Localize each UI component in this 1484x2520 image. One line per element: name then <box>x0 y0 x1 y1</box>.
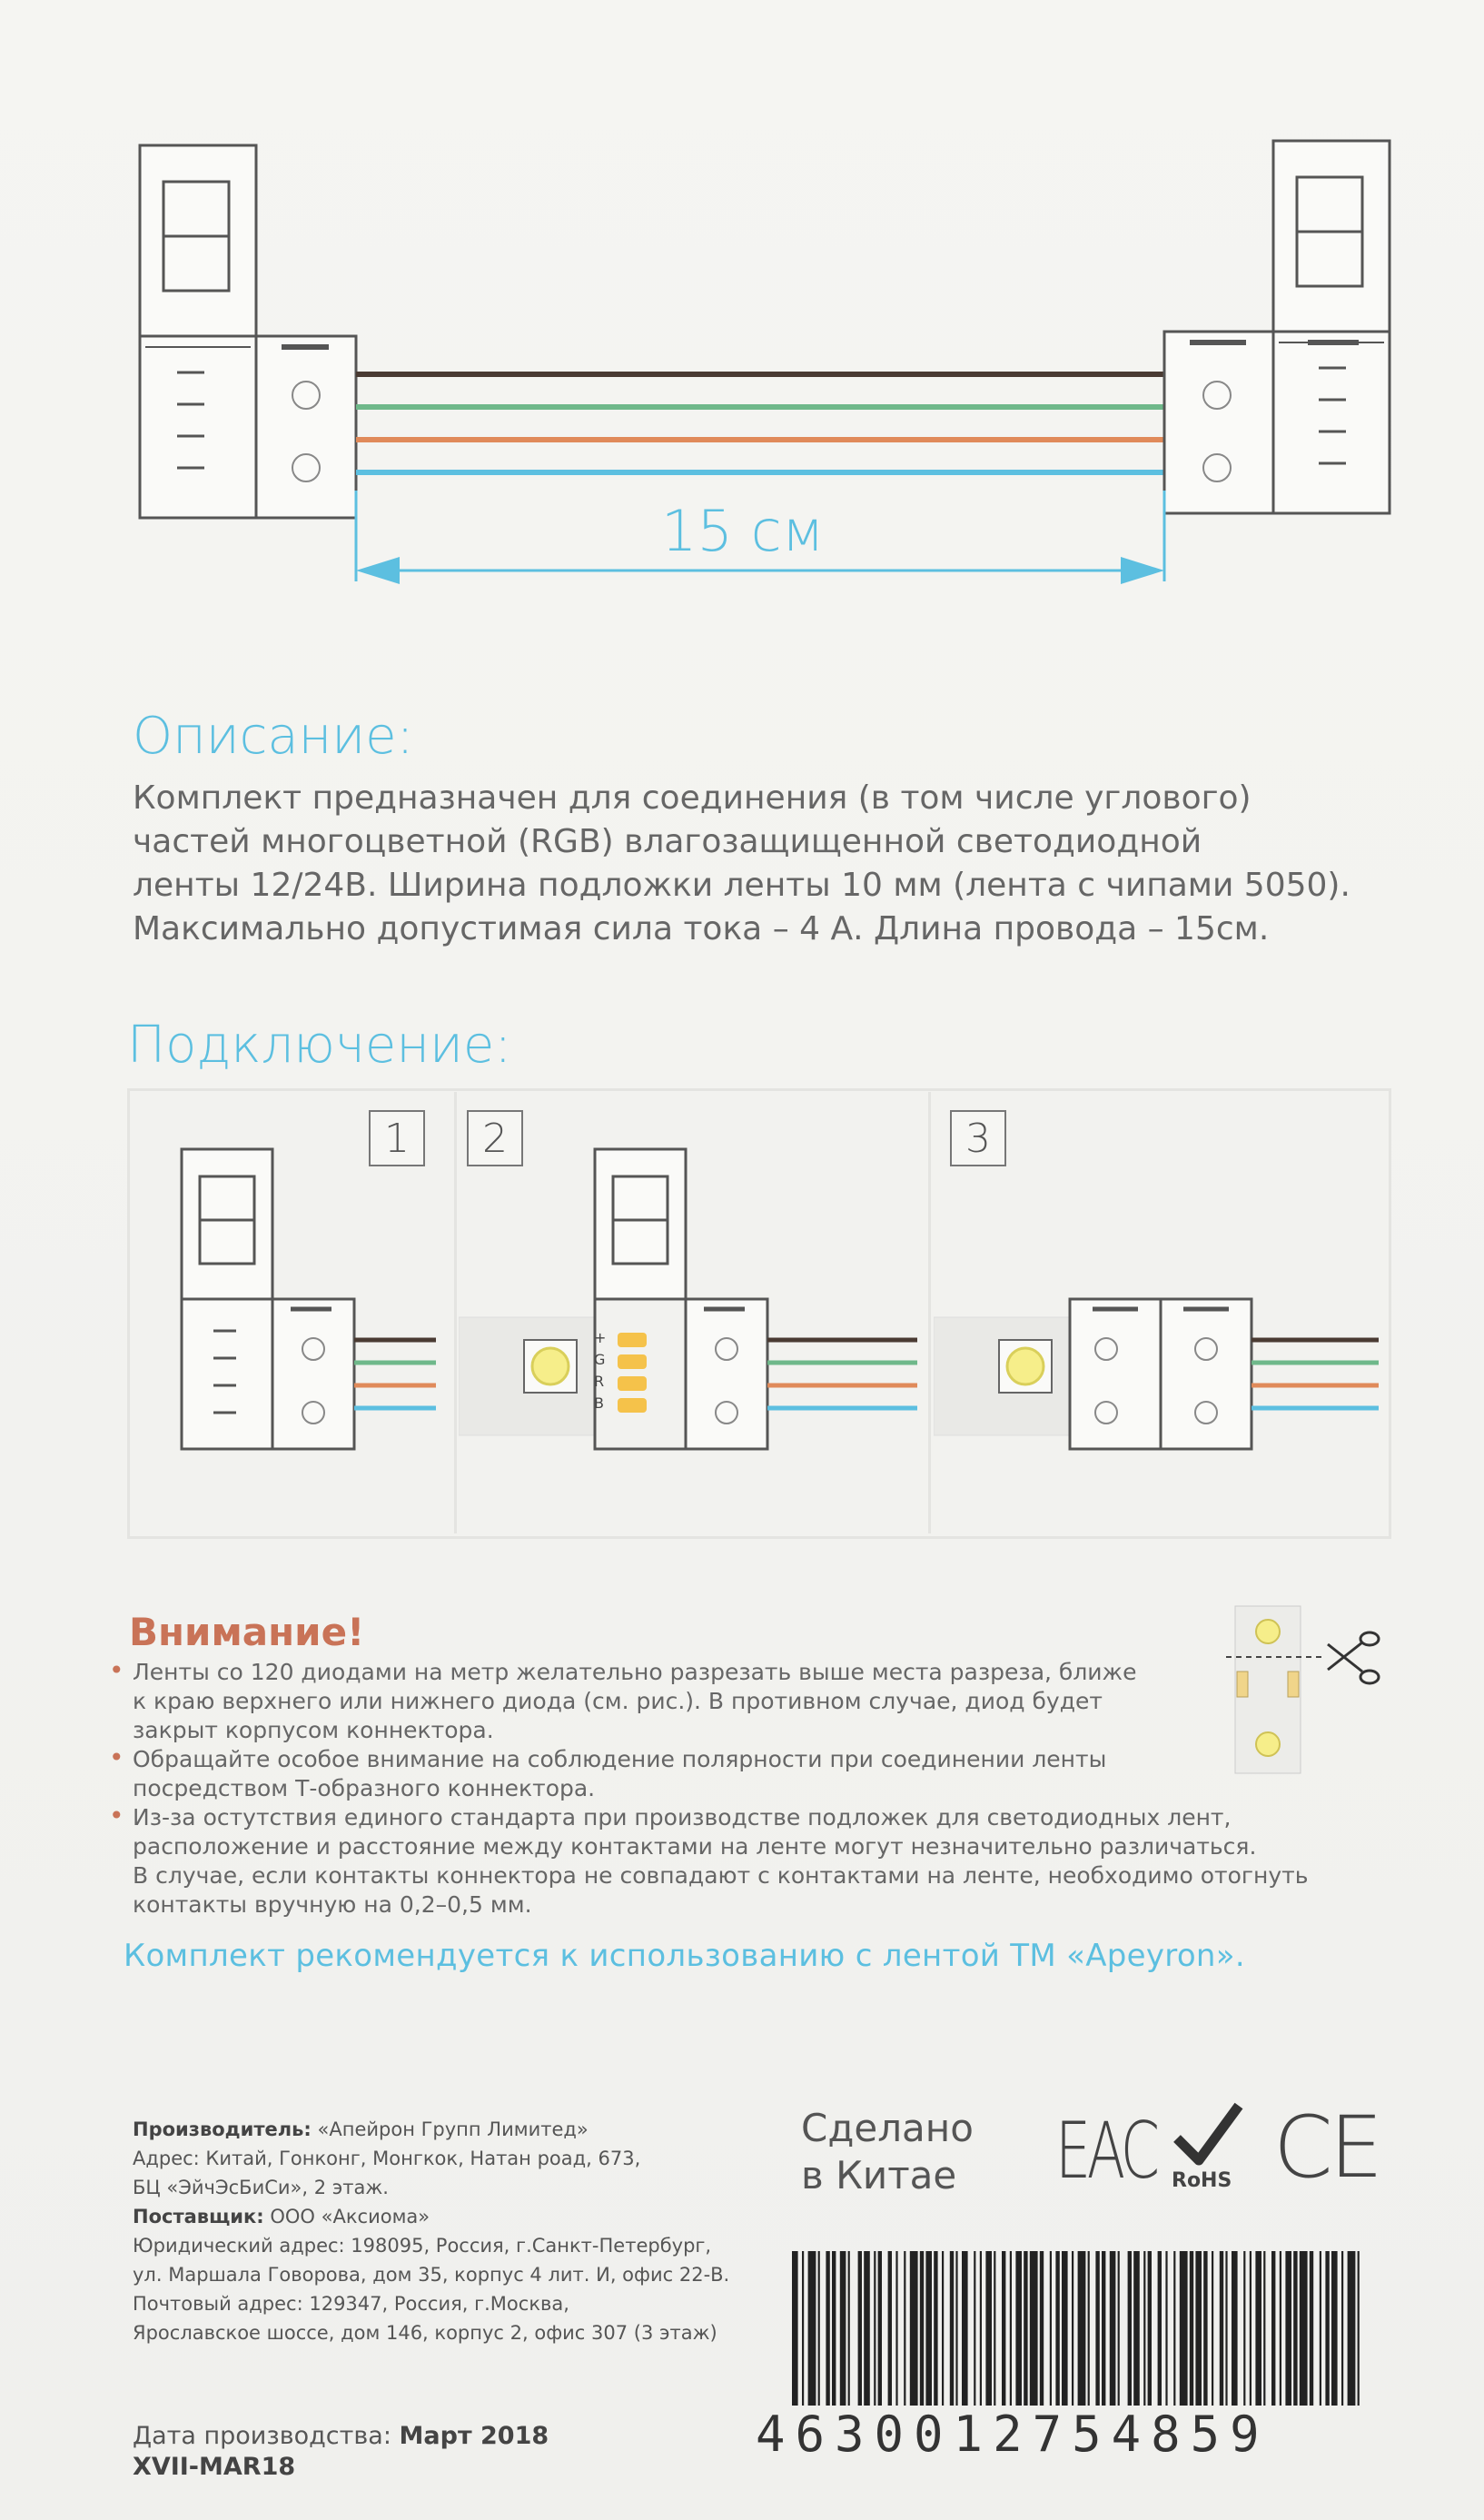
barcode-bar <box>904 2251 905 2406</box>
barcode-bar <box>1102 2251 1105 2406</box>
description-line-2: частей многоцветной (RGB) влагозащищенной светодиодной <box>133 823 1202 860</box>
checkmark-icon <box>1172 2100 1244 2168</box>
barcode-bar <box>1148 2251 1152 2406</box>
batch-code: XVII-MAR18 <box>133 2453 296 2481</box>
description-line-4: Максимально допустимая сила тока – 4 А. Длина провода – 15см. <box>133 910 1270 947</box>
left-connector <box>140 145 356 518</box>
barcode-bar <box>1250 2251 1252 2406</box>
warning-item-1-line-1: Ленты со 120 диодами на метр желательно разрезать выше места разреза, ближе <box>133 1659 1137 1685</box>
barcode-bar <box>792 2251 798 2406</box>
barcode-bar <box>1271 2251 1275 2406</box>
manufacturer-address-2: БЦ «ЭйчЭсБиСи», 2 этаж. <box>133 2177 389 2198</box>
ce-mark: CE <box>1273 2098 1380 2198</box>
production-date-line <box>133 2422 549 2450</box>
barcode-bar <box>832 2251 836 2406</box>
barcode-bar <box>1212 2251 1213 2406</box>
warning-item-3-line-1: Из-за остутствия единого стандарта при производстве подложек для светодиодных лент, <box>133 1804 1232 1830</box>
barcode-bar <box>1310 2251 1313 2406</box>
supplier-line <box>133 2206 430 2227</box>
cut-illustration <box>1226 1599 1390 1781</box>
barcode-bar <box>1300 2251 1308 2406</box>
barcode-bar <box>942 2251 944 2406</box>
barcode-bar <box>848 2251 850 2406</box>
manufacturer-name: «Апейрон Групп Лимитед» <box>317 2118 589 2140</box>
warning-bullet: • <box>109 1801 124 1830</box>
warning-item-1-line-3: закрыт корпусом коннектора. <box>133 1717 494 1743</box>
barcode-bar <box>1180 2251 1188 2406</box>
description-heading: Описание: <box>133 707 414 766</box>
warning-item-2-line-1: Обращайте особое внимание на соблюдение полярности при соединении ленты <box>133 1746 1107 1772</box>
step-number-2: 2 <box>467 1110 523 1166</box>
barcode-bar <box>1255 2251 1261 2406</box>
barcode-bar <box>925 2251 932 2406</box>
barcode-bar <box>1195 2251 1202 2406</box>
barcode-bar <box>1190 2251 1193 2406</box>
connection-heading: Подключение: <box>127 1016 512 1075</box>
supplier-address-3: Почтовый адрес: 129347, Россия, г.Москва, <box>133 2293 569 2315</box>
barcode-bar <box>1158 2251 1162 2406</box>
warning-item-2-line-2: посредством Т-образного коннектора. <box>133 1775 596 1801</box>
barcode-bar <box>1015 2251 1022 2406</box>
made-in-line-1: Сделано <box>801 2106 974 2150</box>
barcode-bar <box>1110 2251 1116 2406</box>
production-date: Март 2018 <box>399 2422 549 2450</box>
barcode-bar <box>808 2251 816 2406</box>
right-connector <box>1164 141 1390 513</box>
barcode-bar <box>1203 2251 1207 2406</box>
supplier-address-1: Юридический адрес: 198095, Россия, г.Санкт-Петербург, <box>133 2235 712 2257</box>
panel-divider <box>928 1092 931 1533</box>
barcode-bar <box>910 2251 918 2406</box>
supplier-address-2: ул. Маршала Говорова, дом 35, корпус 4 лит. И, офис 22-В. <box>133 2264 730 2286</box>
barcode-bar <box>1010 2251 1012 2406</box>
barcode-bar <box>974 2251 975 2406</box>
barcode-bar <box>802 2251 804 2406</box>
barcode-bar <box>1341 2251 1343 2406</box>
barcode-bar <box>895 2251 897 2406</box>
supplier-address-4: Ярославское шоссе, дом 146, корпус 2, офис 307 (3 этаж) <box>133 2322 717 2344</box>
step-number-1: 1 <box>369 1110 425 1166</box>
barcode-bar <box>985 2251 992 2406</box>
barcode-bar <box>1050 2251 1052 2406</box>
barcode-bar <box>1225 2251 1227 2406</box>
manufacturer-label: Производитель: <box>133 2118 312 2140</box>
warning-item-3-line-3: В случае, если контакты коннектора не совпадают с контактами на ленте, необходимо отогнуть <box>133 1862 1309 1889</box>
barcode-bar <box>1165 2251 1167 2406</box>
barcode-bar <box>950 2251 954 2406</box>
barcode-bar <box>1062 2251 1068 2406</box>
barcode-bar <box>840 2251 846 2406</box>
barcode-bar <box>920 2251 924 2406</box>
barcode-bar <box>1220 2251 1223 2406</box>
warning-bullet: • <box>109 1742 124 1772</box>
step-2-illustration <box>459 1140 924 1467</box>
barcode-bar <box>1078 2251 1086 2406</box>
scissors-icon <box>1328 1632 1379 1683</box>
barcode-bar <box>874 2251 876 2406</box>
barcode-bar <box>1143 2251 1145 2406</box>
warning-title: Внимание! <box>129 1610 365 1654</box>
warning-item-3-line-2: расположение и расстояние между контактами на ленте могут незначительно различаться. <box>133 1833 1257 1860</box>
barcode-bar <box>1358 2251 1360 2406</box>
length-label: 15 см <box>661 498 825 564</box>
barcode-bar <box>1285 2251 1291 2406</box>
manufacturer-address-1: Адрес: Китай, Гонконг, Монгкок, Натан роад, 673, <box>133 2148 641 2169</box>
barcode-bar <box>878 2251 882 2406</box>
warning-item-1-line-2: к краю верхнего или нижнего диода (см. рис.). В противном случае, диод будет <box>133 1688 1103 1714</box>
barcode-bar <box>1088 2251 1090 2406</box>
made-in-line-2: в Китае <box>801 2153 957 2198</box>
barcode <box>792 2251 1366 2406</box>
wires <box>356 374 1164 472</box>
barcode-digits: 4630012754859 <box>756 2406 1270 2463</box>
barcode-bar <box>818 2251 820 2406</box>
barcode-bar <box>955 2251 957 2406</box>
barcode-bar <box>1040 2251 1044 2406</box>
barcode-bar <box>1320 2251 1321 2406</box>
barcode-bar <box>1331 2251 1338 2406</box>
warning-item-3-line-4: контакты вручную на 0,2–0,5 мм. <box>133 1891 532 1918</box>
description-line-1: Комплект предназначен для соединения (в том числе углового) <box>133 779 1252 817</box>
manufacturer-line <box>133 2118 589 2140</box>
pin-label-plus: + <box>594 1329 607 1346</box>
step-3-illustration <box>934 1140 1383 1467</box>
pin-label-g: G <box>594 1351 606 1368</box>
panel-divider <box>454 1092 457 1533</box>
pin-label-r: R <box>594 1373 605 1390</box>
production-date-label: Дата производства: <box>133 2422 391 2450</box>
barcode-bar <box>1055 2251 1059 2406</box>
barcode-bar <box>1133 2251 1140 2406</box>
barcode-bar <box>1232 2251 1238 2406</box>
barcode-bar <box>994 2251 995 2406</box>
barcode-bar <box>1243 2251 1245 2406</box>
warning-bullet: • <box>109 1655 124 1685</box>
barcode-bar <box>980 2251 982 2406</box>
pin-label-b: B <box>594 1394 604 1412</box>
step-number-3: 3 <box>950 1110 1006 1166</box>
barcode-bar <box>1072 2251 1073 2406</box>
barcode-bar <box>1173 2251 1175 2406</box>
recommendation-text: Комплект рекомендуется к использованию с лентой ТМ «Apeyron». <box>124 1938 1245 1974</box>
eac-mark: EAC <box>1055 2106 1156 2197</box>
rohs-mark: RoHS <box>1172 2169 1232 2192</box>
barcode-bar <box>1348 2251 1356 2406</box>
barcode-bar <box>1280 2251 1281 2406</box>
barcode-bar <box>1024 2251 1027 2406</box>
barcode-bar <box>1002 2251 1005 2406</box>
barcode-bar <box>934 2251 937 2406</box>
barcode-bar <box>864 2251 870 2406</box>
supplier-name: ООО «Аксиома» <box>270 2206 430 2227</box>
supplier-label: Поставщик: <box>133 2206 264 2227</box>
step-1-illustration <box>173 1140 445 1467</box>
barcode-bar <box>826 2251 829 2406</box>
barcode-bar <box>1325 2251 1329 2406</box>
description-line-3: ленты 12/24В. Ширина подложки ленты 10 мм (лента с чипами 5050). <box>133 867 1350 904</box>
barcode-bar <box>858 2251 862 2406</box>
barcode-bar <box>888 2251 892 2406</box>
barcode-bar <box>1095 2251 1099 2406</box>
barcode-bar <box>1263 2251 1265 2406</box>
barcode-bar <box>1293 2251 1297 2406</box>
barcode-bar <box>962 2251 968 2406</box>
barcode-bar <box>1030 2251 1038 2406</box>
barcode-bar <box>1128 2251 1132 2406</box>
barcode-bar <box>1118 2251 1120 2406</box>
